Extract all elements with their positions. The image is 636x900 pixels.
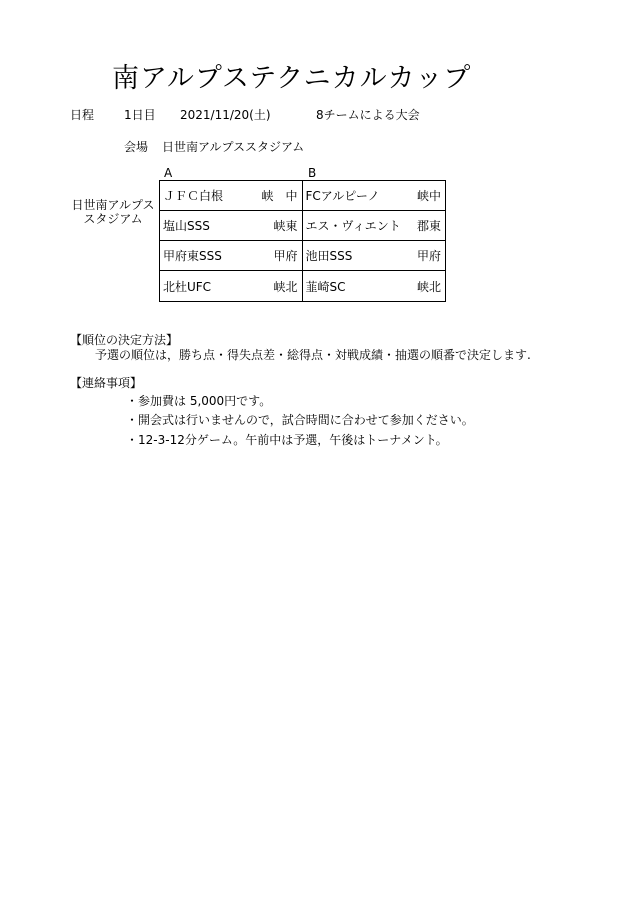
team-region: 郡東 xyxy=(416,219,441,233)
venue-side-label: 日世南アルプス スタジアム xyxy=(71,198,155,226)
team-region: 甲府 xyxy=(416,249,441,263)
team-region: 峡 中 xyxy=(261,189,298,203)
team-name: ＪＦＣ白根 xyxy=(163,189,224,203)
notes-heading: 【連絡事項】 xyxy=(70,376,143,390)
team-region: 峡北 xyxy=(273,279,298,294)
venue-name: 日世南アルプススタジアム xyxy=(162,140,305,154)
schedule-teams: 8チームによる大会 xyxy=(316,108,420,122)
note-item: ・参加費は 5,000円です。 xyxy=(126,394,272,408)
team-name: エス・ヴィエント xyxy=(305,219,401,233)
team-name: 塩山SSS xyxy=(163,219,210,233)
team-name: FCアルピーノ xyxy=(305,189,380,203)
table-cell xyxy=(303,211,446,241)
venue-label: 会場 xyxy=(124,140,149,154)
table-cell xyxy=(160,271,303,301)
schedule-label: 日程 xyxy=(70,108,95,122)
team-region: 峡東 xyxy=(273,219,298,233)
team-region: 峡北 xyxy=(416,279,441,294)
team-name: 甲府東SSS xyxy=(163,249,222,263)
table-cell xyxy=(160,181,303,211)
table-cell xyxy=(160,211,303,241)
team-name: 北杜UFC xyxy=(163,279,212,294)
table-cell xyxy=(303,181,446,211)
note-item: ・開会式は行いませんので，試合時間に合わせて参加ください。 xyxy=(126,413,474,427)
team-region: 峡中 xyxy=(416,189,441,203)
group-table xyxy=(159,180,446,302)
schedule-date: 2021/11/20(土) xyxy=(180,108,271,122)
team-name: 池田SSS xyxy=(305,249,353,263)
table-cell xyxy=(303,271,446,301)
table-cell xyxy=(160,241,303,271)
note-item: ・12-3-12分ゲーム。午前中は予選，午後はトーナメント。 xyxy=(126,433,448,447)
team-name: 韮崎SC xyxy=(305,279,346,294)
ranking-heading: 【順位の決定方法】 xyxy=(70,333,179,347)
table-cell xyxy=(303,241,446,271)
group-a-label: A xyxy=(164,166,173,180)
ranking-text: 予選の順位は，勝ち点・得失点差・総得点・対戦成績・抽選の順番で決定します. xyxy=(95,348,531,362)
schedule-day: 1日目 xyxy=(124,108,156,122)
team-region: 甲府 xyxy=(273,249,298,263)
group-b-label: B xyxy=(308,166,317,180)
document-title: 南アルプステクニカルカップ xyxy=(112,63,472,94)
